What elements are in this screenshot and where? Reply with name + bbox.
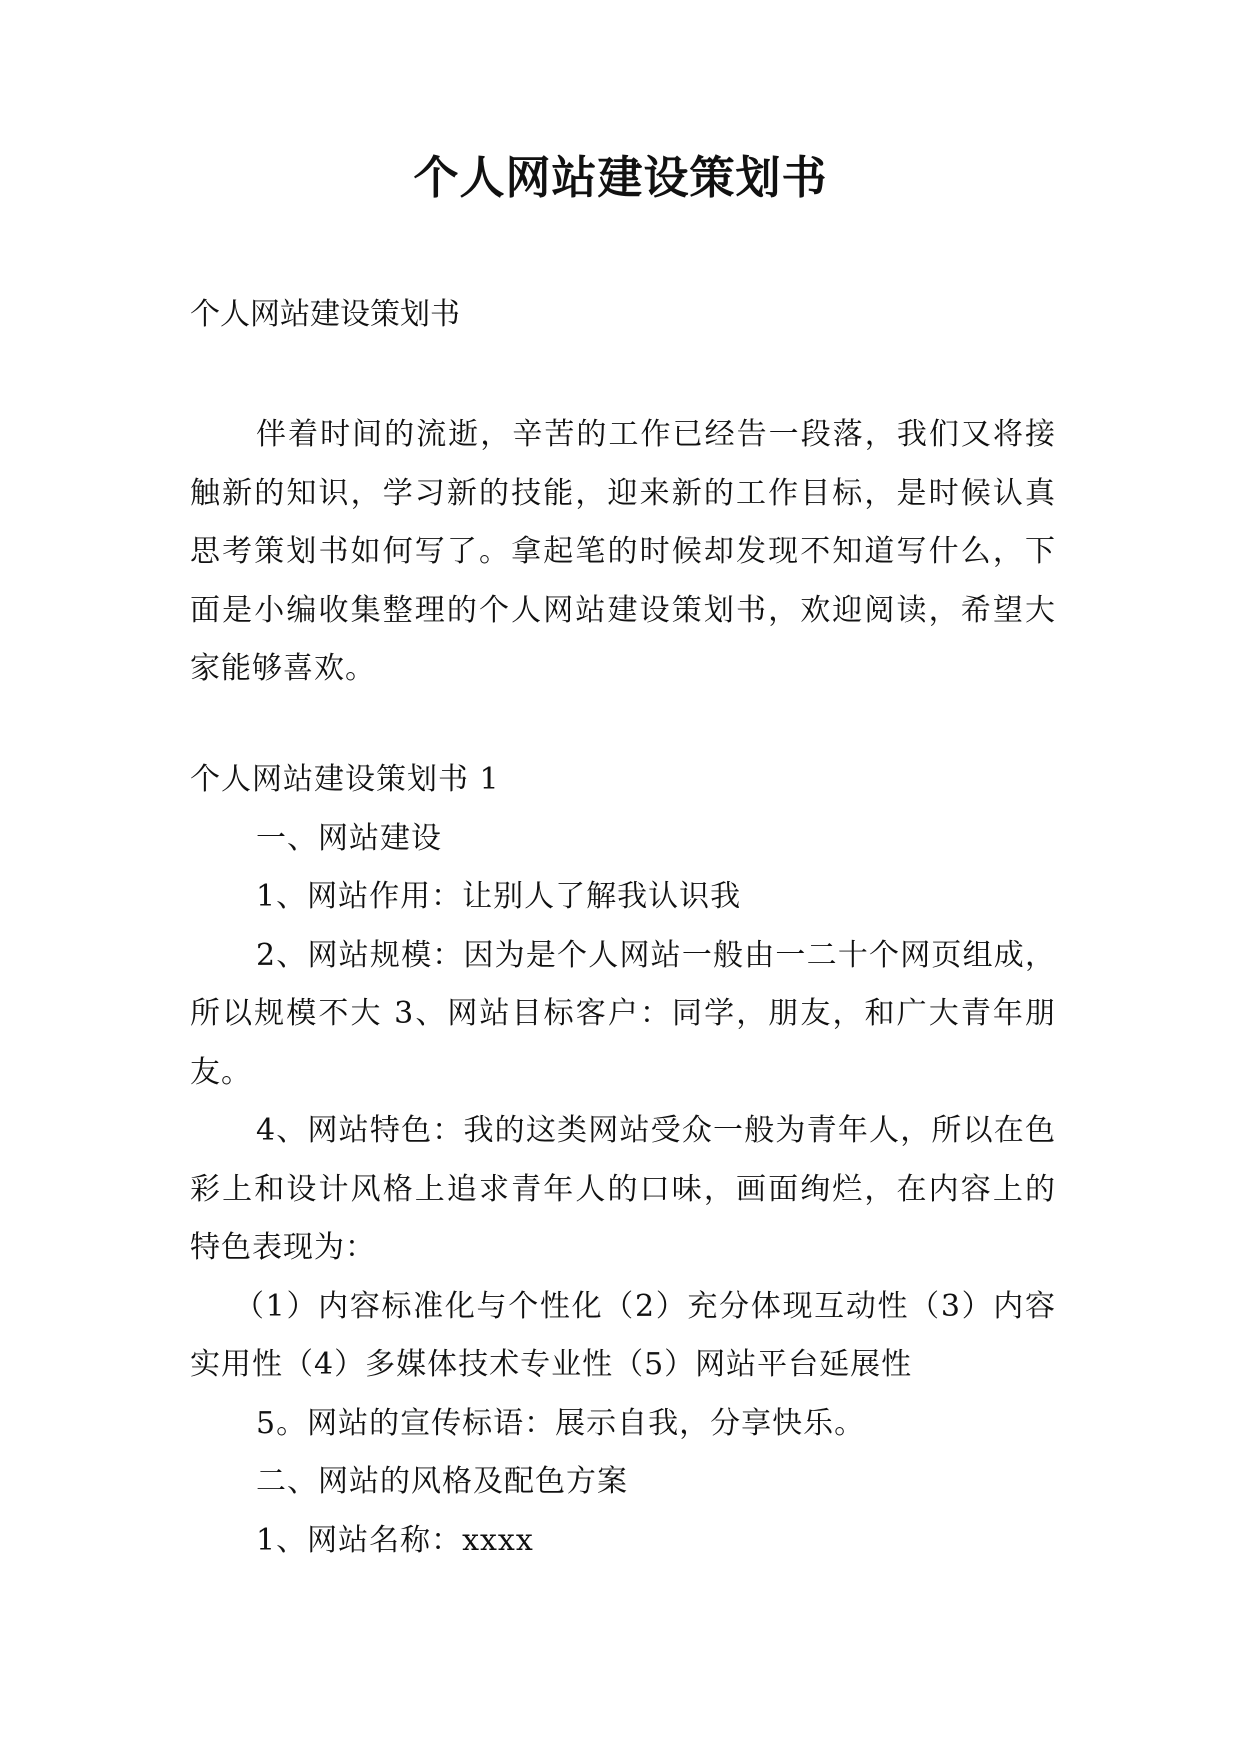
section-1 (190, 751, 1056, 1570)
section-paragraph-7: 二、网站的风格及配色方案 (256, 1464, 628, 1499)
intro-paragraph: 伴着时间的流逝，辛苦的工作已经告一段落，我们又将接触新的知识，学习新的技能，迎来新的工作目标，是时候认真思考策划书如何写了。拿起笔的时候却发现不知道写什么，下面是小编收集整理的个人网站建设策划书，欢迎阅读，希望大家能够喜欢。 (190, 417, 1056, 686)
section-paragraph-3: 2、网站规模：因为是个人网站一般由一二十个网页组成，所以规模不大 3、网站目标客户：同学，朋友，和广大青年朋友。 (190, 937, 1056, 1090)
section-heading: 个人网站建设策划书 1 (190, 762, 500, 797)
intro-block (190, 406, 1056, 699)
section-paragraph-5: （1）内容标准化与个性化（2）充分体现互动性（3）内容实用性（4）多媒体技术专业性（5）网站平台延展性 (190, 1288, 1056, 1382)
document-subtitle: 个人网站建设策划书 (190, 297, 460, 332)
section-paragraph-1: 一、网站建设 (256, 820, 442, 856)
section-paragraph-4: 4、网站特色：我的这类网站受众一般为青年人，所以在色彩上和设计风格上追求青年人的口味，画面绚烂，在内容上的特色表现为： (190, 1113, 1056, 1265)
section-paragraph-2: 1、网站作用：让别人了解我认识我 (256, 879, 742, 914)
section-paragraph-6: 5。网站的宣传标语：展示自我，分享快乐。 (256, 1405, 866, 1441)
document-title: 个人网站建设策划书 (413, 151, 828, 204)
section-paragraph-8: 1、网站名称：xxxx (256, 1522, 534, 1558)
